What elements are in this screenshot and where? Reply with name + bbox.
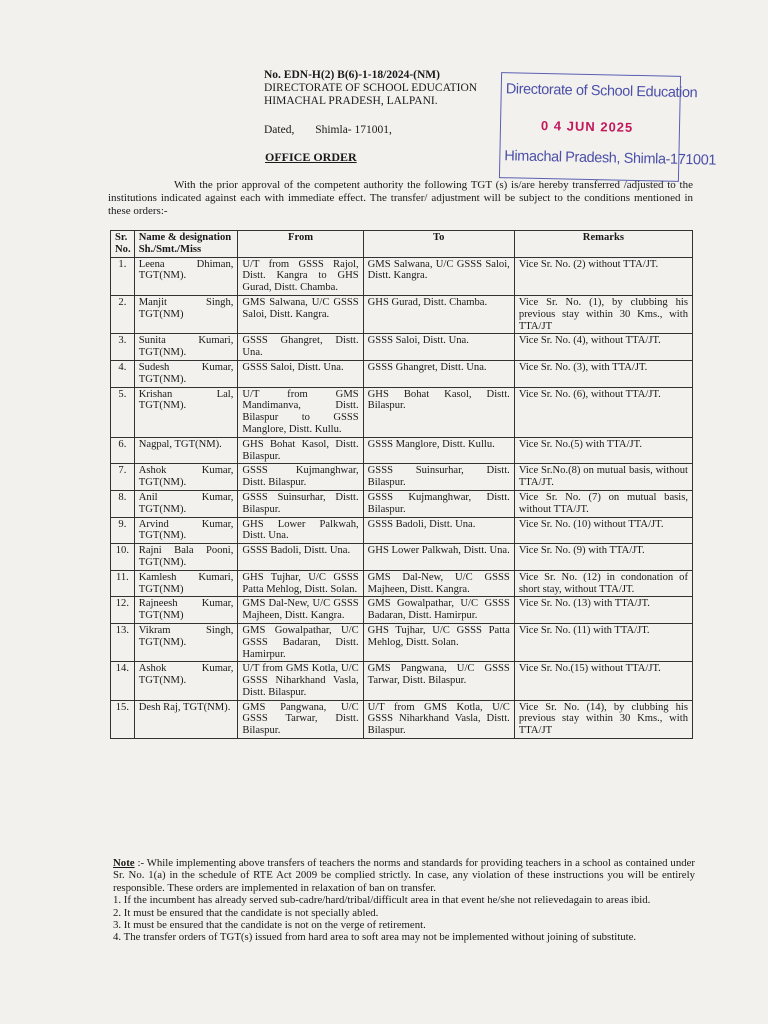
cell-name: Nagpal, TGT(NM). bbox=[134, 437, 238, 464]
table-row bbox=[111, 570, 693, 597]
table-row bbox=[111, 517, 693, 544]
cell-to: GSSS Saloi, Distt. Una. bbox=[363, 334, 514, 361]
cell-name: Vikram Singh, TGT(NM). bbox=[134, 623, 238, 661]
note-point: 2. It must be ensured that the candidate is not specially abled. bbox=[113, 906, 379, 919]
note-point: 3. It must be ensured that the candidate is not on the verge of retirement. bbox=[113, 919, 426, 932]
cell-to: GSSS Manglore, Distt. Kullu. bbox=[363, 437, 514, 464]
cell-sr: 1. bbox=[111, 257, 135, 295]
note-section bbox=[113, 857, 695, 944]
table-row bbox=[111, 295, 693, 333]
table-row bbox=[111, 544, 693, 571]
table-row bbox=[111, 257, 693, 295]
cell-from: GHS Lower Palkwah, Distt. Una. bbox=[238, 517, 363, 544]
header-to: To bbox=[363, 231, 514, 258]
cell-remarks: Vice Sr. No. (6), without TTA/JT. bbox=[514, 387, 692, 437]
cell-from: GHS Tujhar, U/C GSSS Patta Mehlog, Distt. Solan. bbox=[238, 570, 363, 597]
cell-name: Anil Kumar, TGT(NM). bbox=[134, 490, 238, 517]
table-row bbox=[111, 490, 693, 517]
letter-header bbox=[264, 69, 477, 108]
cell-remarks: Vice Sr. No. (13) with TTA/JT. bbox=[514, 597, 692, 624]
cell-sr: 8. bbox=[111, 490, 135, 517]
cell-remarks: Vice Sr. No. (11) with TTA/JT. bbox=[514, 623, 692, 661]
cell-from: U/T from GMS Kotla, U/C GSSS Niharkhand Vasla, Distt. Bilaspur. bbox=[238, 662, 363, 700]
cell-remarks: Vice Sr. No.(5) with TTA/JT. bbox=[514, 437, 692, 464]
cell-to: GSSS Kujmanghwar, Distt. Bilaspur. bbox=[363, 490, 514, 517]
cell-name: Ashok Kumar, TGT(NM). bbox=[134, 464, 238, 491]
cell-remarks: Vice Sr. No. (1), by clubbing his previous stay within 30 Kms., with TTA/JT bbox=[514, 295, 692, 333]
cell-sr: 13. bbox=[111, 623, 135, 661]
cell-name: Krishan Lal, TGT(NM). bbox=[134, 387, 238, 437]
cell-sr: 2. bbox=[111, 295, 135, 333]
cell-to: GMS Dal-New, U/C GSSS Majheen, Distt. Kangra. bbox=[363, 570, 514, 597]
cell-from: U/T from GSSS Rajol, Distt. Kangra to GHS Gurad, Distt. Chamba. bbox=[238, 257, 363, 295]
cell-sr: 6. bbox=[111, 437, 135, 464]
cell-name: Manjit Singh, TGT(NM) bbox=[134, 295, 238, 333]
stamp-office: Directorate of School Education bbox=[505, 81, 698, 102]
cell-sr: 9. bbox=[111, 517, 135, 544]
cell-remarks: Vice Sr. No. (4), without TTA/JT. bbox=[514, 334, 692, 361]
cell-sr: 5. bbox=[111, 387, 135, 437]
cell-to: GMS Pangwana, U/C GSSS Tarwar, Distt. Bilaspur. bbox=[363, 662, 514, 700]
cell-to: GHS Lower Palkwah, Distt. Una. bbox=[363, 544, 514, 571]
cell-from: GSSS Ghangret, Distt. Una. bbox=[238, 334, 363, 361]
table-row bbox=[111, 464, 693, 491]
note-text: :- While implementing above transfers of teachers the norms and standards for providing teachers in a school as contained under Sr. No. 1(a) in the schedule of RTE Act 2009 be complied strictly. In case, any violation of these instructions you will be entirely responsible. These orders are implemented in relaxation of ban on transfer. bbox=[113, 857, 696, 894]
table-row bbox=[111, 360, 693, 387]
office-stamp bbox=[499, 72, 717, 182]
intro-paragraph: With the prior approval of the competent authority the following TGT (s) is/are hereby transferred /adjusted to the institutions indicated against each with immediate effect. The transfer/ adjustment will be subject to the conditions mentioned in these orders:- bbox=[108, 179, 693, 217]
cell-to: GMS Gowalpathar, U/C GSSS Badaran, Distt. Hamirpur. bbox=[363, 597, 514, 624]
cell-name: Arvind Kumar, TGT(NM). bbox=[134, 517, 238, 544]
note-point: 1. If the incumbent has already served sub-cadre/hard/tribal/difficult area in that event he/she not relievedagain to areas ibid. bbox=[113, 894, 651, 907]
cell-name: Kamlesh Kumari, TGT(NM) bbox=[134, 570, 238, 597]
cell-to: GSSS Badoli, Distt. Una. bbox=[363, 517, 514, 544]
cell-name: Sudesh Kumar, TGT(NM). bbox=[134, 360, 238, 387]
cell-name: Ashok Kumar, TGT(NM). bbox=[134, 662, 238, 700]
cell-sr: 10. bbox=[111, 544, 135, 571]
dated-line bbox=[264, 124, 410, 136]
note-point: 4. The transfer orders of TGT(s) issued from hard area to soft area may not be implemented without joining of substitute. bbox=[113, 931, 637, 944]
cell-to: U/T from GMS Kotla, U/C GSSS Niharkhand Vasla, Distt. Bilaspur. bbox=[363, 700, 514, 738]
cell-name: Leena Dhiman, TGT(NM). bbox=[134, 257, 238, 295]
cell-sr: 7. bbox=[111, 464, 135, 491]
office-place: HIMACHAL PRADESH, LALPANI. bbox=[264, 95, 438, 107]
dated-place: Shimla- 171001, bbox=[315, 124, 392, 136]
cell-sr: 12. bbox=[111, 597, 135, 624]
cell-from: GSSS Kujmanghwar, Distt. Bilaspur. bbox=[238, 464, 363, 491]
cell-remarks: Vice Sr. No. (9) with TTA/JT. bbox=[514, 544, 692, 571]
cell-from: GMS Dal-New, U/C GSSS Majheen, Distt. Kangra. bbox=[238, 597, 363, 624]
cell-from: GSSS Badoli, Distt. Una. bbox=[238, 544, 363, 571]
table-row bbox=[111, 662, 693, 700]
dated-label: Dated, bbox=[264, 124, 295, 136]
cell-to: GHS Tujhar, U/C GSSS Patta Mehlog, Distt. Solan. bbox=[363, 623, 514, 661]
table-row bbox=[111, 623, 693, 661]
table-row bbox=[111, 597, 693, 624]
cell-to: GSSS Ghangret, Distt. Una. bbox=[363, 360, 514, 387]
office-name: DIRECTORATE OF SCHOOL EDUCATION bbox=[264, 82, 478, 94]
header-remarks: Remarks bbox=[514, 231, 692, 258]
page-title: OFFICE ORDER bbox=[265, 150, 357, 164]
cell-name: Rajneesh Kumar, TGT(NM) bbox=[134, 597, 238, 624]
cell-sr: 14. bbox=[111, 662, 135, 700]
cell-from: U/T from GMS Mandimanva, Distt. Bilaspur to GSSS Manglore, Distt. Kullu. bbox=[238, 387, 363, 437]
cell-to: GHS Gurad, Distt. Chamba. bbox=[363, 295, 514, 333]
cell-name: Sunita Kumari, TGT(NM). bbox=[134, 334, 238, 361]
cell-name: Rajni Bala Pooni, TGT(NM). bbox=[134, 544, 238, 571]
cell-from: GMS Gowalpathar, U/C GSSS Badaran, Distt. Hamirpur. bbox=[238, 623, 363, 661]
table-row bbox=[111, 437, 693, 464]
stamp-date: 0 4 JUN 2025 bbox=[540, 117, 634, 135]
cell-remarks: Vice Sr. No. (2) without TTA/JT. bbox=[514, 257, 692, 295]
note-label: Note bbox=[113, 857, 135, 869]
stamp-address: Himachal Pradesh, Shimla-171001 bbox=[504, 148, 717, 169]
table-row bbox=[111, 700, 693, 738]
cell-remarks: Vice Sr. No. (14), by clubbing his previous stay within 30 Kms., with TTA/JT bbox=[514, 700, 692, 738]
reference-number: No. EDN-H(2) B(6)-1-18/2024-(NM) bbox=[264, 69, 440, 81]
cell-from: GMS Salwana, U/C GSSS Saloi, Distt. Kangra. bbox=[238, 295, 363, 333]
cell-from: GSSS Saloi, Distt. Una. bbox=[238, 360, 363, 387]
cell-remarks: Vice Sr. No.(15) without TTA/JT. bbox=[514, 662, 692, 700]
note-paragraph bbox=[113, 857, 695, 894]
transfer-table bbox=[110, 230, 693, 739]
header-sr: Sr. No. bbox=[111, 231, 135, 258]
table-row bbox=[111, 387, 693, 437]
cell-from: GSSS Suinsurhar, Distt. Bilaspur. bbox=[238, 490, 363, 517]
header-name: Name & designation Sh./Smt./Miss bbox=[134, 231, 238, 258]
table-row bbox=[111, 334, 693, 361]
cell-sr: 11. bbox=[111, 570, 135, 597]
cell-sr: 15. bbox=[111, 700, 135, 738]
cell-remarks: Vice Sr.No.(8) on mutual basis, without TTA/JT. bbox=[514, 464, 692, 491]
cell-to: GHS Bohat Kasol, Distt. Bilaspur. bbox=[363, 387, 514, 437]
cell-name: Desh Raj, TGT(NM). bbox=[134, 700, 238, 738]
cell-remarks: Vice Sr. No. (7) on mutual basis, without TTA/JT. bbox=[514, 490, 692, 517]
cell-to: GSSS Suinsurhar, Distt. Bilaspur. bbox=[363, 464, 514, 491]
cell-sr: 3. bbox=[111, 334, 135, 361]
header-from: From bbox=[238, 231, 363, 258]
cell-remarks: Vice Sr. No. (3), with TTA/JT. bbox=[514, 360, 692, 387]
cell-remarks: Vice Sr. No. (10) without TTA/JT. bbox=[514, 517, 692, 544]
cell-from: GHS Bohat Kasol, Distt. Bilaspur. bbox=[238, 437, 363, 464]
cell-to: GMS Salwana, U/C GSSS Saloi, Distt. Kangra. bbox=[363, 257, 514, 295]
cell-from: GMS Pangwana, U/C GSSS Tarwar, Distt. Bilaspur. bbox=[238, 700, 363, 738]
cell-sr: 4. bbox=[111, 360, 135, 387]
cell-remarks: Vice Sr. No. (12) in condonation of short stay, without TTA/JT. bbox=[514, 570, 692, 597]
table-header-row bbox=[111, 231, 693, 258]
